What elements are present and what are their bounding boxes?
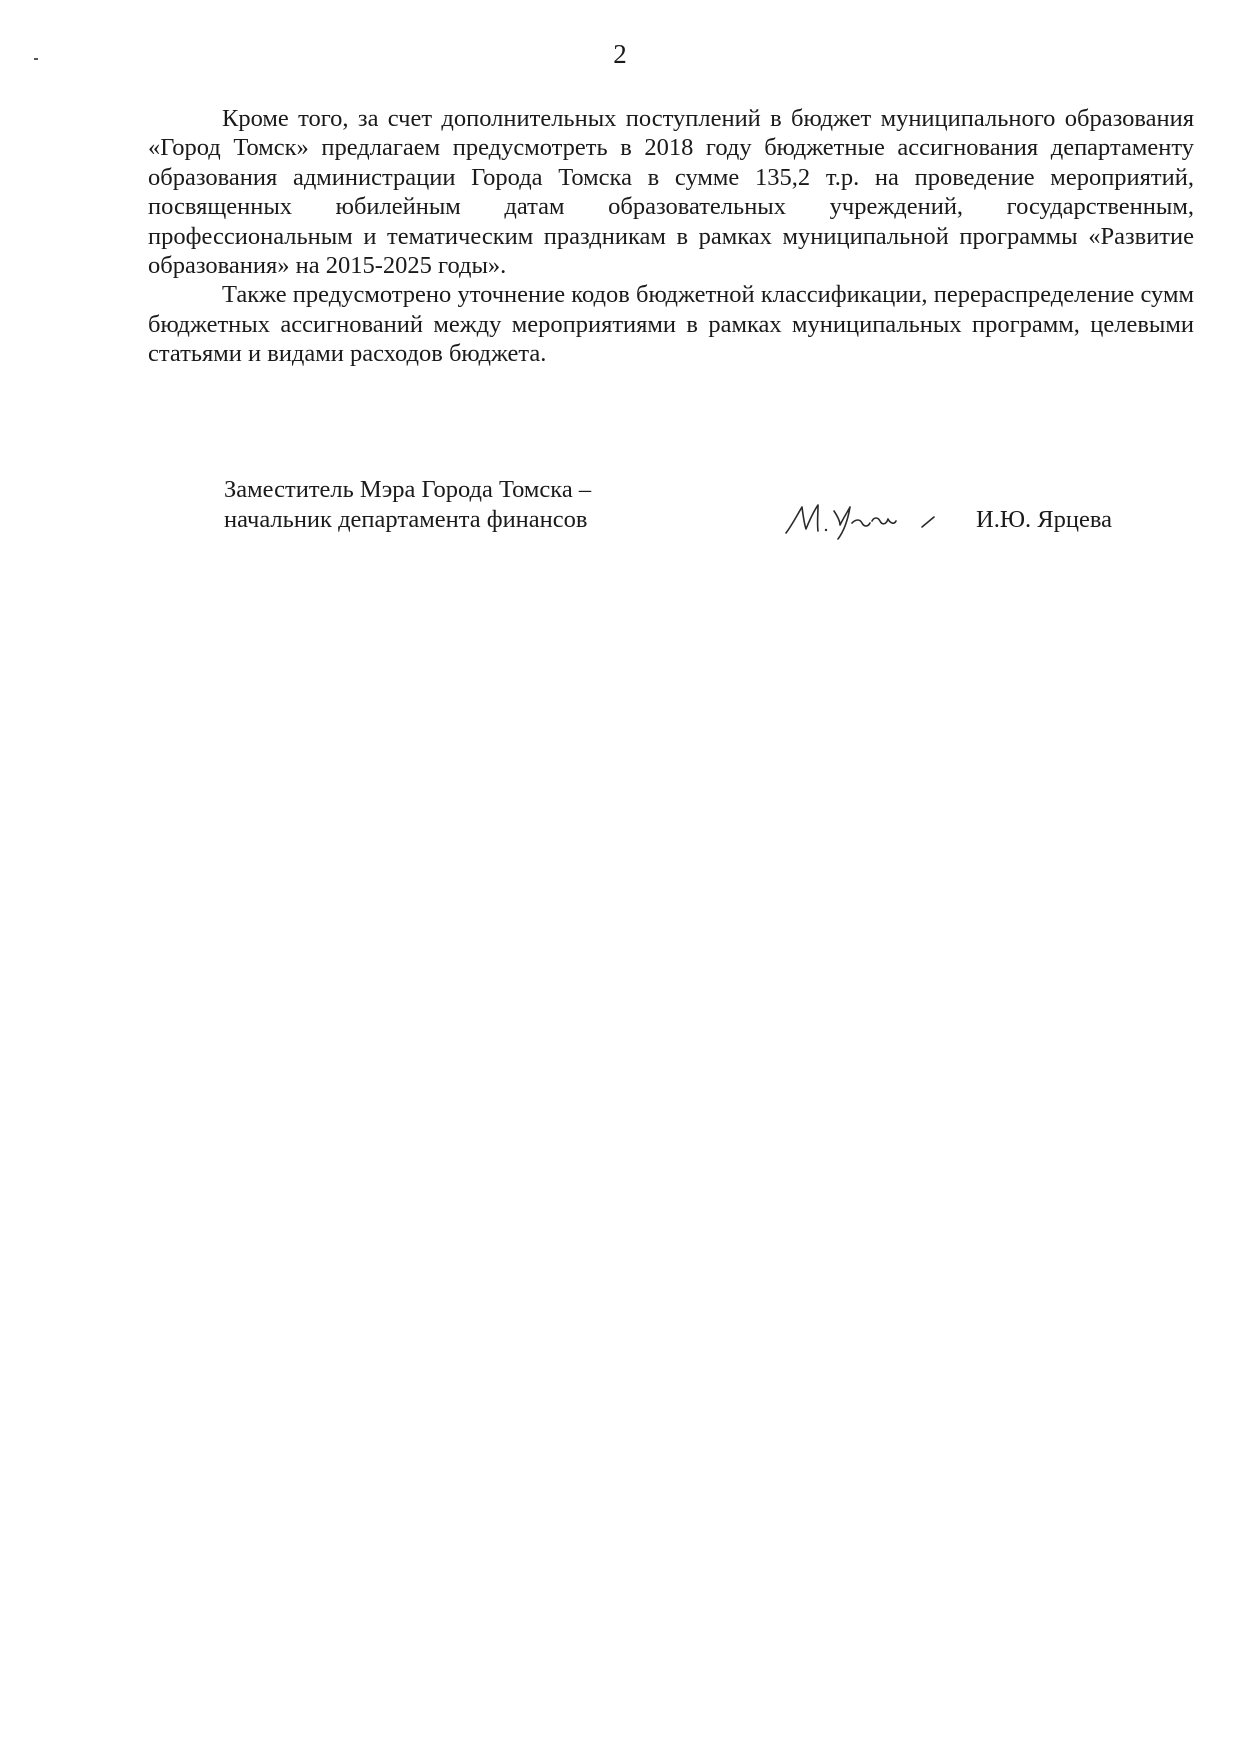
signature-block: [224, 475, 1184, 545]
paragraph-budget-classification: Также предусмотрено уточнение кодов бюджетной классификации, перераспределение сумм бюджетных ассигнований между мероприятиями в рамках муниципальных программ, целевыми статьями и видами расходов бюджета.: [148, 281, 1194, 368]
signer-title: [224, 475, 591, 535]
document-body: [148, 104, 1194, 369]
handwritten-signature: [782, 497, 942, 541]
scan-speck: [34, 58, 38, 60]
signer-title-line-1: Заместитель Мэра Города Томска –: [224, 476, 592, 503]
paragraph-additional-revenue: Кроме того, за счет дополнительных поступлений в бюджет муниципального образования «Город Томск» предлагаем предусмотреть в 2018 году бюджетные ассигнования департаменту образования администрации Города Томска в сумме 135,2 т.р. на проведение мероприятий, посвященных юбилейным датам образовательных учреждений, государственным, профессиональным и тематическим праздникам в рамках муниципальной программы «Развитие образования» на 2015-2025 годы».: [148, 105, 1194, 280]
signer-name: И.Ю. Ярцева: [976, 506, 1112, 533]
page-number: 2: [613, 39, 627, 69]
signer-title-line-2: начальник департамента финансов: [224, 506, 588, 533]
